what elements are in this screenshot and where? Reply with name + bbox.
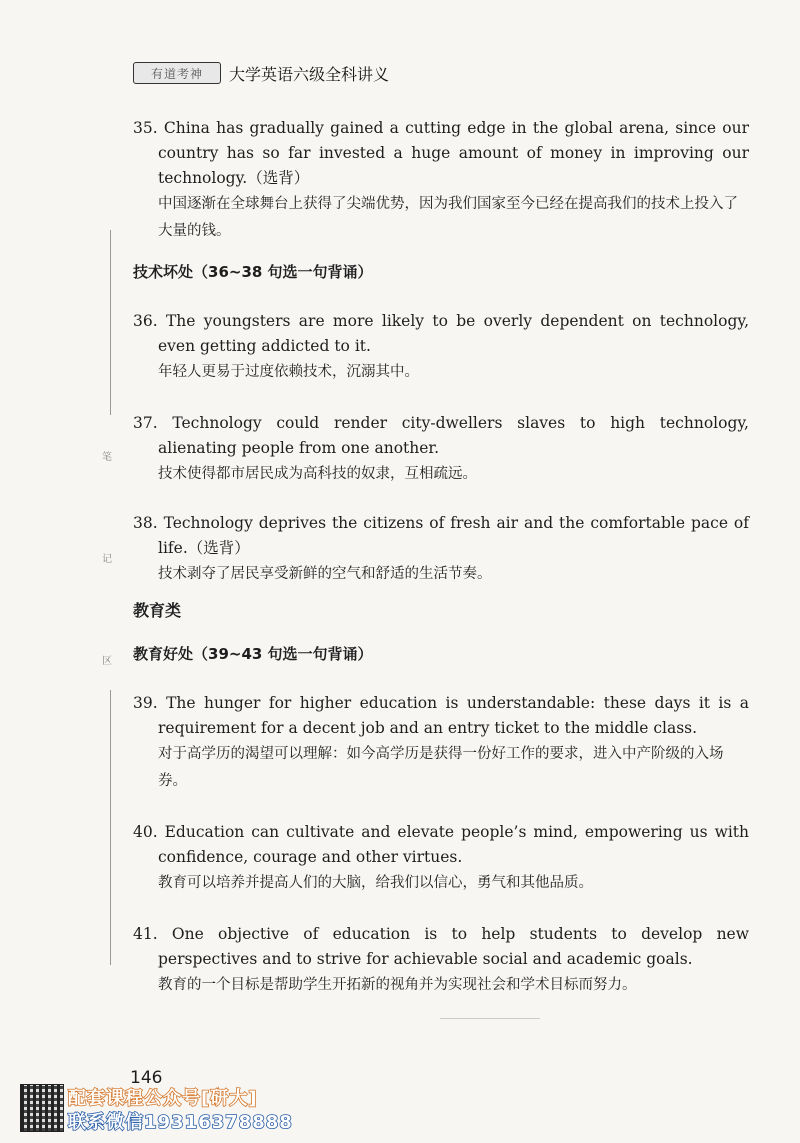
subsection-heading: 技术坏处（36~38 句选一句背诵） [133, 263, 373, 281]
chinese-translation: 中国逐渐在全球舞台上获得了尖端优势，因为我们国家至今已经在提高我们的技术上投入了大量的钱。 [158, 196, 738, 239]
sentence-entry-39 [133, 691, 749, 795]
chinese-translation: 对于高学历的渴望可以理解：如今高学历是获得一份好工作的要求，进入中产阶级的入场券。 [158, 746, 724, 789]
section-heading: 教育类 [133, 601, 182, 620]
sentence-entry-38 [133, 511, 749, 588]
chinese-translation: 教育的一个目标是帮助学生开拓新的视角并为实现社会和学术目标而努力。 [158, 977, 637, 993]
sentence-entry-35 [133, 116, 749, 245]
english-sentence: 35. China has gradually gained a cutting edge in the global arena, since our country has so far invested a huge amount of money in improving our technology.（选背） [133, 119, 749, 187]
english-sentence: 39. The hunger for higher education is understandable: these days it is a requirement for a decent job and an entry ticket to the middle class. [133, 694, 749, 737]
chinese-translation: 技术使得都市居民成为高科技的奴隶，互相疏远。 [158, 466, 477, 482]
margin-note-char: 区 [102, 656, 112, 667]
margin-note-char: 记 [102, 554, 112, 565]
sentence-entry-41 [133, 922, 749, 999]
footer-divider [440, 1018, 540, 1019]
promo-text-line1: 配套课程公众号[研大] [68, 1088, 258, 1109]
english-sentence: 41. One objective of education is to help students to develop new perspectives and to strive for achievable social and academic goals. [133, 925, 749, 968]
chinese-translation: 教育可以培养并提高人们的大脑，给我们以信心，勇气和其他品质。 [158, 875, 593, 891]
book-title: 大学英语六级全科讲义 [229, 64, 390, 84]
page-header [133, 60, 389, 86]
english-sentence: 38. Technology deprives the citizens of fresh air and the comfortable pace of life.（选背） [133, 514, 749, 557]
english-sentence: 40. Education can cultivate and elevate people’s mind, empowering us with confidence, courage and other virtues. [133, 823, 749, 866]
sentence-entry-37 [133, 411, 749, 488]
margin-note-char: 笔 [102, 452, 112, 463]
page-number: 146 [130, 1068, 163, 1088]
promo-text-line2: 联系微信19316378888 [68, 1112, 293, 1133]
english-sentence: 36. The youngsters are more likely to be overly dependent on technology, even getting addicted to it. [133, 312, 749, 355]
margin-line [110, 230, 111, 415]
english-sentence: 37. Technology could render city-dwellers slaves to high technology, alienating people from one another. [133, 414, 749, 457]
margin-line [110, 690, 111, 965]
chinese-translation: 年轻人更易于过度依赖技术，沉溺其中。 [158, 364, 419, 380]
publisher-logo: 有道考神 [133, 62, 221, 84]
chinese-translation: 技术剥夺了居民享受新鲜的空气和舒适的生活节奏。 [158, 566, 492, 582]
subsection-heading: 教育好处（39~43 句选一句背诵） [133, 645, 373, 663]
sentence-entry-40 [133, 820, 749, 897]
qr-code [20, 1084, 64, 1132]
sentence-entry-36 [133, 309, 749, 386]
